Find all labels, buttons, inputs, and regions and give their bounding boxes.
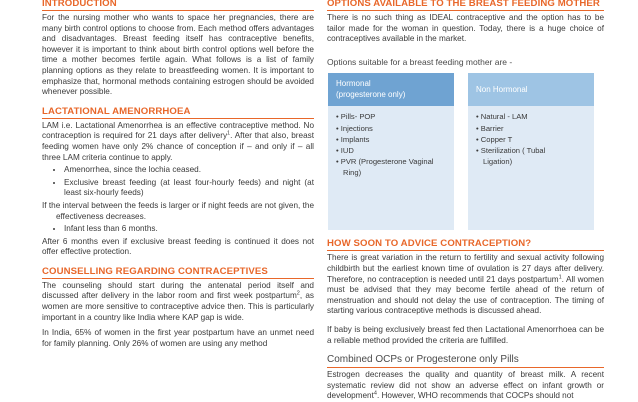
- hormonal-box: [328, 73, 454, 230]
- heading-rule: [42, 118, 314, 119]
- list-item: Ring): [343, 168, 362, 178]
- lam-criteria-list: [42, 165, 314, 199]
- hormonal-box-title: Hormonal (progesterone only): [328, 73, 454, 106]
- heading-rule: [327, 367, 604, 368]
- list-item: • Barrier: [476, 123, 504, 133]
- list-item: • PVR (Progesterone Vaginal: [336, 157, 434, 167]
- list-item: • Sterilization ( Tubal: [476, 145, 546, 155]
- non-hormonal-box-list: [468, 106, 594, 230]
- counselling-paragraph: The counseling should start during the antenatal period itself and discussed after delivery in the labor room and first week postpartum$^2$, as women are more sensitive to contraceptive advice then. This is particularly important in a country like India where KAP gap is wide.: [42, 280, 314, 322]
- lam-paragraph: LAM i.e. Lactational Amenorrhea is an effective contraceptive method. No contraception is required for 21 days after delivery$^1$. After that also, breast feeding women have only 2% chance of conception if – and only if – all three LAM criteria continue to apply.: [42, 120, 314, 162]
- right-column: [327, 0, 604, 402]
- after-six-months-note: After 6 months even if exclusive breast feeding is continued it does not offer effective protection.: [42, 236, 314, 257]
- combined-ocp-paragraph: Estrogen decreases the quality and quantity of breast milk. A recent systematic review did not show an adverse effect on infant growth or development$^4$. However, WHO recommends that COCPs should not: [327, 370, 604, 401]
- options-paragraph: There is no such thing as IDEAL contraceptive and the option has to be tailor made for the woman in question. Today, there is a huge choice of contraceptives available in the market.: [327, 13, 604, 44]
- list-item: • Natural - LAM: [476, 112, 528, 122]
- list-item: • Copper T: [476, 134, 513, 144]
- list-item: • Infant less than 6 months.: [64, 224, 314, 235]
- options-table: [328, 73, 604, 230]
- non-hormonal-box: [468, 73, 594, 230]
- non-hormonal-box-title: Non Hormonal: [468, 73, 594, 106]
- list-item: • Amenorrhea, since the lochia ceased.: [64, 165, 314, 176]
- combined-ocp-heading: Combined OCPs or Progesterone only Pills: [327, 354, 519, 366]
- heading-rule: [327, 10, 604, 11]
- list-item: Ligation): [483, 157, 513, 167]
- lam-heading: LACTATIONAL AMENORRHOEA: [42, 105, 191, 117]
- heading-rule: [42, 10, 314, 11]
- how-soon-paragraph: There is great variation in the return to fertility and sexual activity following childbirth but the earliest known time of ovulation is 27 days after delivery. Therefore, no contraception is needed until 21 days postpartum$^1$. All women must be advised that they may become fertile ahead of the return of menstruation and should not delay the use of contraception. The timing of starting various contraceptive methods is discussed ahead.: [327, 253, 604, 316]
- options-heading: OPTIONS AVAILABLE TO THE BREAST FEEDING MOTHER: [327, 0, 600, 9]
- heading-rule: [327, 250, 604, 251]
- left-column: [42, 0, 314, 349]
- intro-paragraph: For the nursing mother who wants to space her pregnancies, there are many birth control options to choose from. Each method offers advantages and disadvantages. Breast feeding itself has contraceptive benefits, however it is important to think about birth control options well before the time a mother becomes fertile again. What follows is a list of family planning options as they relate to breastfeeding women. It is important to emphasize that, hormonal methods containing estrogen should be avoided whenever possible.: [42, 13, 314, 97]
- intro-heading: INTRODUCTION: [42, 0, 117, 9]
- lam-criteria-list-2: [42, 224, 314, 235]
- list-item: • Exclusive breast feeding (at least four-hourly feeds) and night (at least six-hourly feeds): [64, 178, 314, 199]
- interval-note: If the interval between the feeds is larger or if night feeds are not given, the effectiveness decreases.: [42, 200, 314, 221]
- heading-rule: [42, 278, 314, 279]
- list-item: • Implants: [336, 134, 370, 144]
- list-item: • Pills- POP: [336, 112, 376, 122]
- options-suitable-label: Options suitable for a breast feeding mother are -: [327, 56, 513, 67]
- list-item: • IUD: [336, 145, 354, 155]
- list-item: • Injections: [336, 123, 373, 133]
- hormonal-box-list: [328, 106, 454, 230]
- counselling-heading: COUNSELLING REGARDING CONTRACEPTIVES: [42, 265, 268, 277]
- counselling-paragraph-2: In India, 65% of women in the first year postpartum have an unmet need for family planning. Only 26% of women are using any method: [42, 328, 314, 348]
- lam-reliable-paragraph: If baby is being exclusively breast fed then Lactational Amenorrhoea can be a reliable method provided the criteria are fulfilled.: [327, 324, 604, 345]
- how-soon-heading: HOW SOON TO ADVICE CONTRACEPTION?: [327, 238, 532, 250]
